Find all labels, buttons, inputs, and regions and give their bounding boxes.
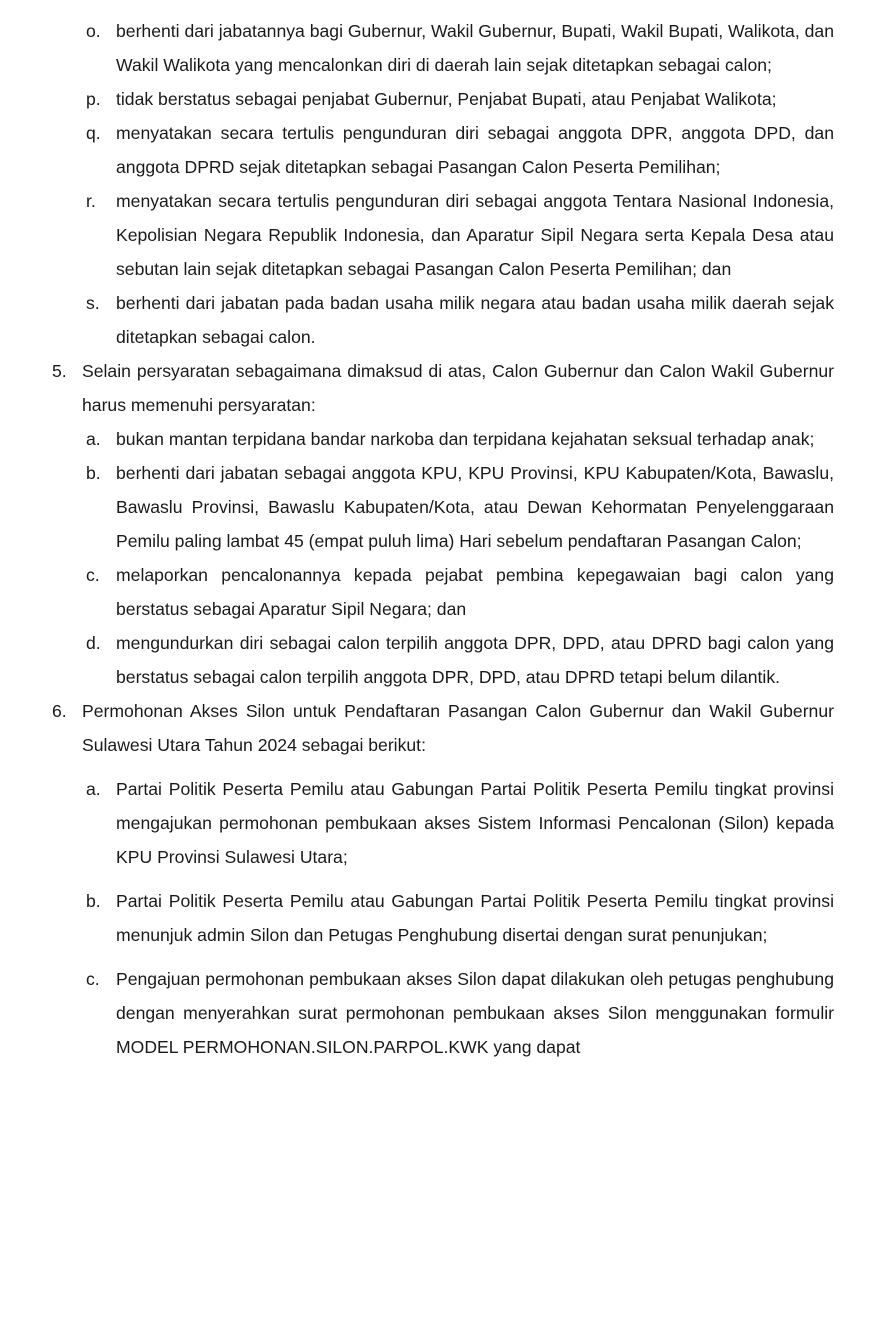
list-item-6 (52, 694, 834, 762)
list-item-s (86, 286, 834, 354)
list-item-text: menyatakan secara tertulis pengunduran diri sebagai anggota DPR, anggota DPD, dan anggota DPRD sejak ditetapkan sebagai Pasangan Calon Peserta Pemilihan; (116, 123, 834, 177)
list-item-text: berhenti dari jabatan sebagai anggota KPU, KPU Provinsi, KPU Kabupaten/Kota, Bawaslu, Bawaslu Provinsi, Bawaslu Kabupaten/Kota, atau Dewan Kehormatan Penyelenggaraan Pemilu paling lambat 45 (empat puluh lima) Hari sebelum pendaftaran Pasangan Calon; (116, 463, 834, 551)
list-marker: c. (86, 969, 100, 989)
list-item-q (86, 116, 834, 184)
list-marker: q. (86, 123, 101, 143)
list-item-text: Partai Politik Peserta Pemilu atau Gabungan Partai Politik Peserta Pemilu tingkat provinsi menunjuk admin Silon dan Petugas Penghubung disertai dengan surat penunjukan; (116, 891, 834, 945)
list-item-text: Partai Politik Peserta Pemilu atau Gabungan Partai Politik Peserta Pemilu tingkat provinsi mengajukan permohonan pembukaan akses Sistem Informasi Pencalonan (Silon) kepada KPU Provinsi Sulawesi Utara; (116, 779, 834, 867)
list-marker: p. (86, 89, 101, 109)
list-marker: a. (86, 779, 101, 799)
list-item-5a (86, 422, 834, 456)
list-marker: b. (86, 891, 101, 911)
list-item-5c (86, 558, 834, 626)
list-item-text: berhenti dari jabatannya bagi Gubernur, Wakil Gubernur, Bupati, Wakil Bupati, Walikota, dan Wakil Walikota yang mencalonkan diri di daerah lain sejak ditetapkan sebagai calon; (116, 21, 834, 75)
list-marker: d. (86, 633, 101, 653)
list-marker: s. (86, 293, 100, 313)
list-item-6b (86, 884, 834, 952)
list-marker: r. (86, 191, 96, 211)
list-item-p (86, 82, 834, 116)
list-marker: 6. (52, 701, 67, 721)
list-marker: a. (86, 429, 101, 449)
list-item-o (86, 14, 834, 82)
list-item-text: mengundurkan diri sebagai calon terpilih anggota DPR, DPD, atau DPRD bagi calon yang berstatus sebagai calon terpilih anggota DPR, DPD, atau DPRD tetapi belum dilantik. (116, 633, 834, 687)
list-item-5 (52, 354, 834, 422)
list-item-6c (86, 962, 834, 1064)
list-item-5d (86, 626, 834, 694)
list-marker: o. (86, 21, 101, 41)
document-page (0, 14, 888, 1064)
list-item-text: melaporkan pencalonannya kepada pejabat pembina kepegawaian bagi calon yang berstatus sebagai Aparatur Sipil Negara; dan (116, 565, 834, 619)
list-marker: c. (86, 565, 100, 585)
list-item-text: berhenti dari jabatan pada badan usaha milik negara atau badan usaha milik daerah sejak ditetapkan sebagai calon. (116, 293, 834, 347)
list-marker: b. (86, 463, 101, 483)
list-item-6a (86, 772, 834, 874)
list-item-5b (86, 456, 834, 558)
list-item-text: Selain persyaratan sebagaimana dimaksud di atas, Calon Gubernur dan Calon Wakil Gubernur harus memenuhi persyaratan: (82, 361, 834, 415)
list-marker: 5. (52, 361, 67, 381)
list-item-text: tidak berstatus sebagai penjabat Gubernur, Penjabat Bupati, atau Penjabat Walikota; (116, 89, 777, 109)
list-item-text: Pengajuan permohonan pembukaan akses Silon dapat dilakukan oleh petugas penghubung dengan menyerahkan surat permohonan pembukaan akses Silon menggunakan formulir MODEL PERMOHONAN.SILON.PARPOL.KWK yang dapat (116, 969, 834, 1057)
list-item-text: menyatakan secara tertulis pengunduran diri sebagai anggota Tentara Nasional Indonesia, Kepolisian Negara Republik Indonesia, dan Aparatur Sipil Negara serta Kepala Desa atau sebutan lain sejak ditetapkan sebagai Pasangan Calon Peserta Pemilihan; dan (116, 191, 834, 279)
list-item-r (86, 184, 834, 286)
list-item-text: Permohonan Akses Silon untuk Pendaftaran Pasangan Calon Gubernur dan Wakil Gubernur Sulawesi Utara Tahun 2024 sebagai berikut: (82, 701, 834, 755)
list-item-text: bukan mantan terpidana bandar narkoba dan terpidana kejahatan seksual terhadap anak; (116, 429, 815, 449)
